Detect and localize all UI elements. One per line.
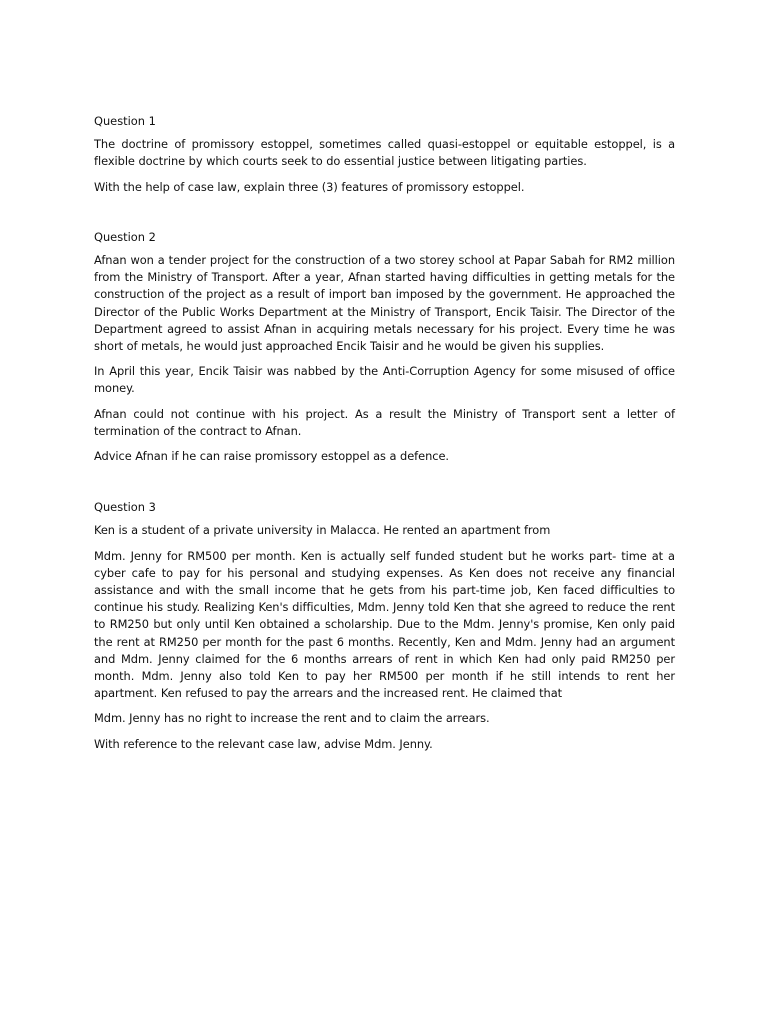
question-paragraph: Mdm. Jenny for RM500 per month. Ken is actually self funded student but he works part- time at a cyber cafe to pay for his personal and studying expenses. As Ken does not receive any financial assistance and with the small income that he gets from his part-time job, Ken faced difficulties to continue his study. Realizing Ken's difficulties, Mdm. Jenny told Ken that she agreed to reduce the rent to RM250 but only until Ken obtained a scholarship. Due to the Mdm. Jenny's promise, Ken only paid the rent at RM250 per month for the past 6 months. Recently, Ken and Mdm. Jenny had an argument and Mdm. Jenny claimed for the 6 months arrears of rent in which Ken had only paid RM250 per month. Mdm. Jenny also told Ken to pay her RM500 per month if he still intends to rent her apartment. Ken refused to pay the arrears and the increased rent. He claimed that [94, 548, 675, 701]
question-1 [94, 113, 675, 196]
document-page [94, 113, 675, 761]
question-paragraph: Ken is a student of a private university in Malacca. He rented an apartment from [94, 523, 551, 538]
question-paragraph: With the help of case law, explain three (3) features of promissory estoppel. [94, 179, 525, 194]
question-paragraph: In April this year, Encik Taisir was nabbed by the Anti-Corruption Agency for some misused of office money. [94, 364, 675, 396]
question-heading: Question 2 [94, 229, 156, 244]
question-heading: Question 3 [94, 500, 156, 515]
question-paragraph: Advice Afnan if he can raise promissory estoppel as a defence. [94, 449, 449, 464]
question-heading: Question 1 [94, 114, 156, 128]
question-paragraph: Afnan won a tender project for the construction of a two storey school at Papar Sabah for RM2 million from the Ministry of Transport. After a year, Afnan started having difficulties in getting metals for the construction of the project as a result of import ban imposed by the government. He approached the Director of the Public Works Department at the Ministry of Transport, Encik Taisir. The Director of the Department agreed to assist Afnan in acquiring metals necessary for his project. Every time he was short of metals, he would just approached Encik Taisir and he would be given his supplies. [94, 253, 675, 354]
question-3 [94, 499, 675, 753]
question-paragraph: Mdm. Jenny has no right to increase the rent and to claim the arrears. [94, 711, 490, 726]
question-paragraph: The doctrine of promissory estoppel, sometimes called quasi-estoppel or equitable estoppel, is a flexible doctrine by which courts seek to do essential justice between litigating parties. [94, 137, 675, 169]
question-paragraph: With reference to the relevant case law, advise Mdm. Jenny. [94, 736, 433, 751]
question-2 [94, 229, 675, 465]
question-paragraph: Afnan could not continue with his project. As a result the Ministry of Transport sent a letter of termination of the contract to Afnan. [94, 406, 675, 438]
